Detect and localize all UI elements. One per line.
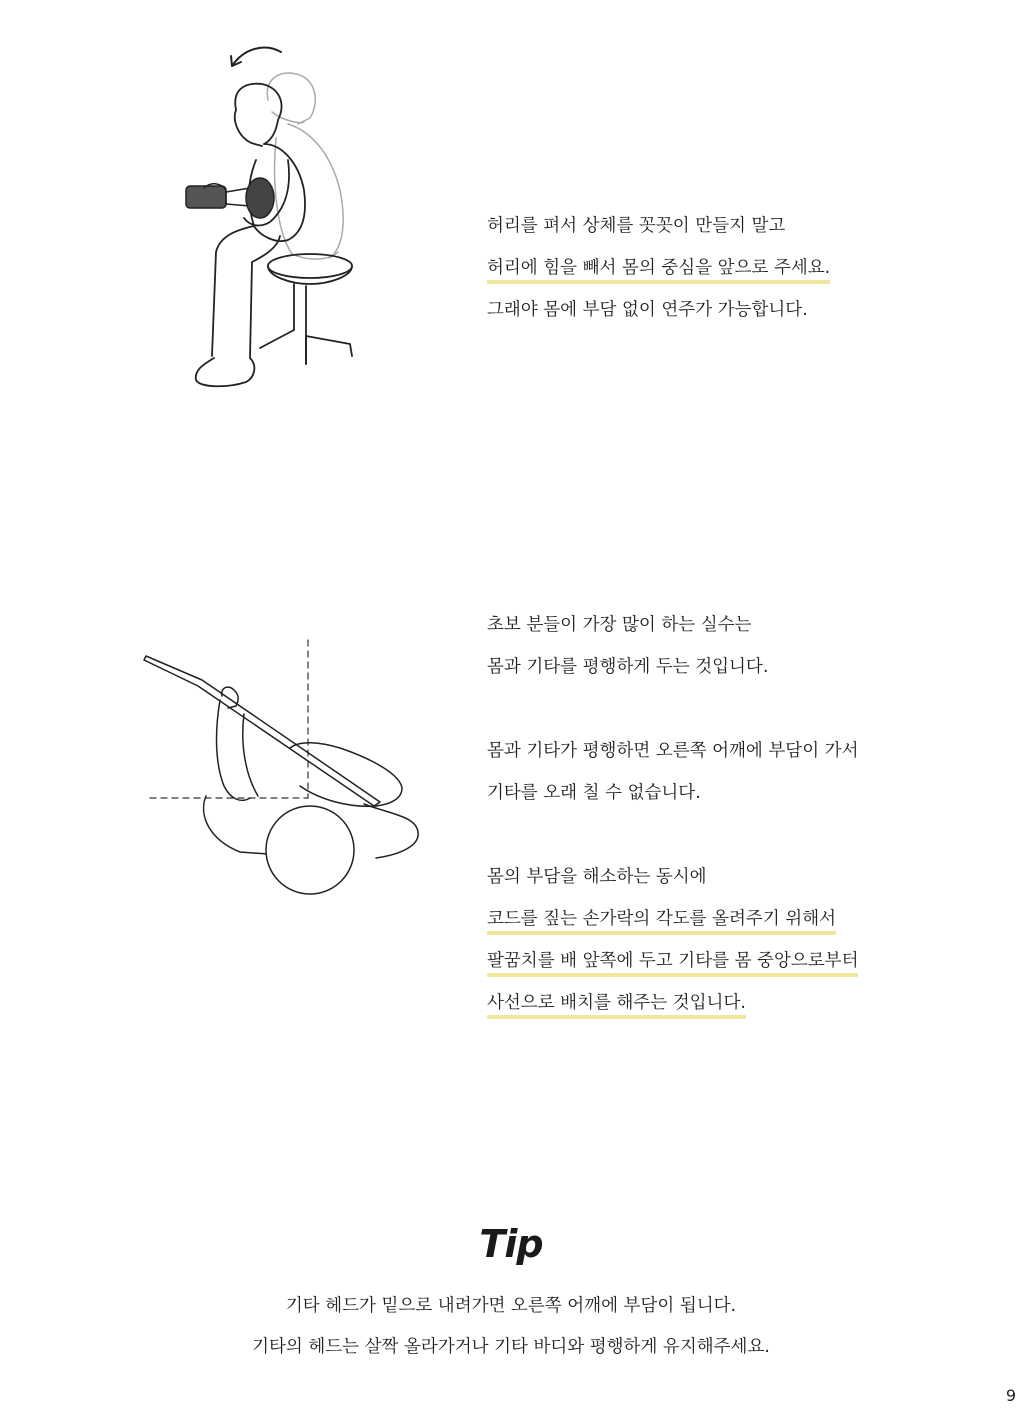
highlighted-text-line: 팔꿈치를 배 앞쪽에 두고 기타를 몸 중앙으로부터: [487, 949, 858, 977]
seated-posture-illustration: [180, 40, 380, 400]
tip-line-2: 기타의 헤드는 살짝 올라가거나 기타 바디와 평행하게 유지해주세요.: [252, 1337, 770, 1357]
text-line: 몸과 기타를 평행하게 두는 것입니다.: [487, 657, 769, 677]
text-line: 초보 분들이 가장 많이 하는 실수는: [487, 615, 752, 635]
text-line: 허리를 펴서 상체를 꼿꼿이 만들지 말고: [487, 216, 786, 236]
highlighted-text-line: 사선으로 배치를 해주는 것입니다.: [487, 991, 746, 1019]
page-number: 9: [1005, 1386, 1016, 1405]
tip-title: Tip: [479, 1222, 543, 1266]
highlighted-text-line: 허리에 힘을 빼서 몸의 중심을 앞으로 주세요.: [487, 256, 830, 284]
highlighted-text-line: 코드를 짚는 손가락의 각도를 올려주기 위해서: [487, 907, 836, 935]
guitar-angle-text: [487, 611, 858, 1031]
text-line: 그래야 몸에 부담 없이 연주가 가능합니다.: [487, 300, 808, 320]
text-line: 기타를 오래 칠 수 없습니다.: [487, 783, 701, 803]
text-line: 몸의 부담을 해소하는 동시에: [487, 867, 707, 887]
tip-line-1: 기타 헤드가 밑으로 내려가면 오른쪽 어깨에 부담이 됩니다.: [285, 1296, 737, 1316]
text-line: 몸과 기타가 평행하면 오른쪽 어깨에 부담이 가서: [487, 741, 859, 761]
guitar-angle-topdown-illustration: [140, 636, 430, 900]
posture-tip-text: [487, 212, 830, 338]
